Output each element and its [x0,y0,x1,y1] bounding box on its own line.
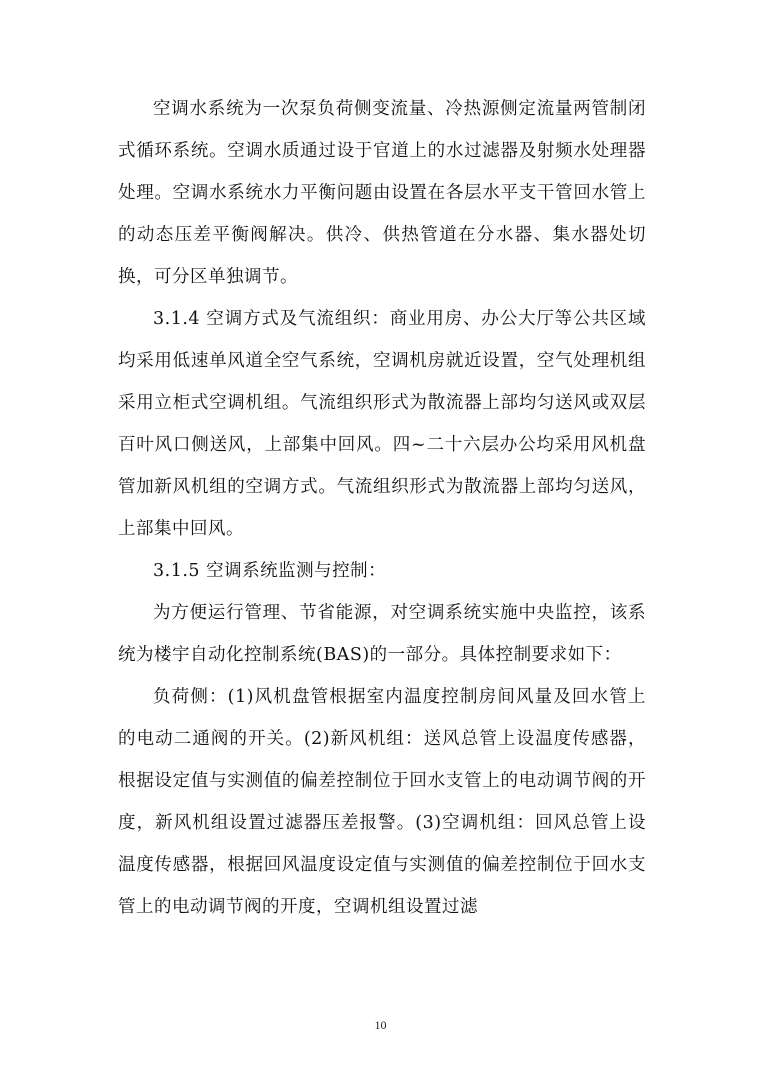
paragraph-load-side-control: 负荷侧：(1)风机盘管根据室内温度控制房间风量及回水管上的电动二通阀的开关。(2)新风机组：送风总管上设温度传感器，根据设定值与实测值的偏差控制位于回水支管上的电动调节阀的开度，新风机组设置过滤器压差报警。(3)空调机组：回风总管上设温度传感器，根据回风温度设定值与实测值的偏差控制位于回水支管上的电动调节阀的开度，空调机组设置过滤 [118,687,646,917]
section-heading-monitoring-control: 3.1.5 空调系统监测与控制： [153,561,387,581]
page-number: 10 [374,1018,387,1032]
paragraph-air-conditioning-mode: 3.1.4 空调方式及气流组织：商业用房、办公大厅等公共区域均采用低速单风道全空气系统，空调机房就近设置，空气处理机组采用立柜式空调机组。气流组织形式为散流器上部均匀送风或双层百叶风口侧送风，上部集中回风。四~二十六层办公均采用风机盘管加新风机组的空调方式。气流组织形式为散流器上部均匀送风，上部集中回风。 [118,309,646,539]
body-text [118,88,646,928]
paragraph-central-monitoring: 为方便运行管理、节省能源，对空调系统实施中央监控，该系统为楼宇自动化控制系统(BAS)的一部分。具体控制要求如下： [118,603,646,665]
paragraph-water-system: 空调水系统为一次泵负荷侧变流量、冷热源侧定流量两管制闭式循环系统。空调水质通过设于官道上的水过滤器及射频水处理器处理。空调水系统水力平衡问题由设置在各层水平支干管回水管上的动态压差平衡阀解决。供冷、供热管道在分水器、集水器处切换，可分区单独调节。 [118,99,646,287]
